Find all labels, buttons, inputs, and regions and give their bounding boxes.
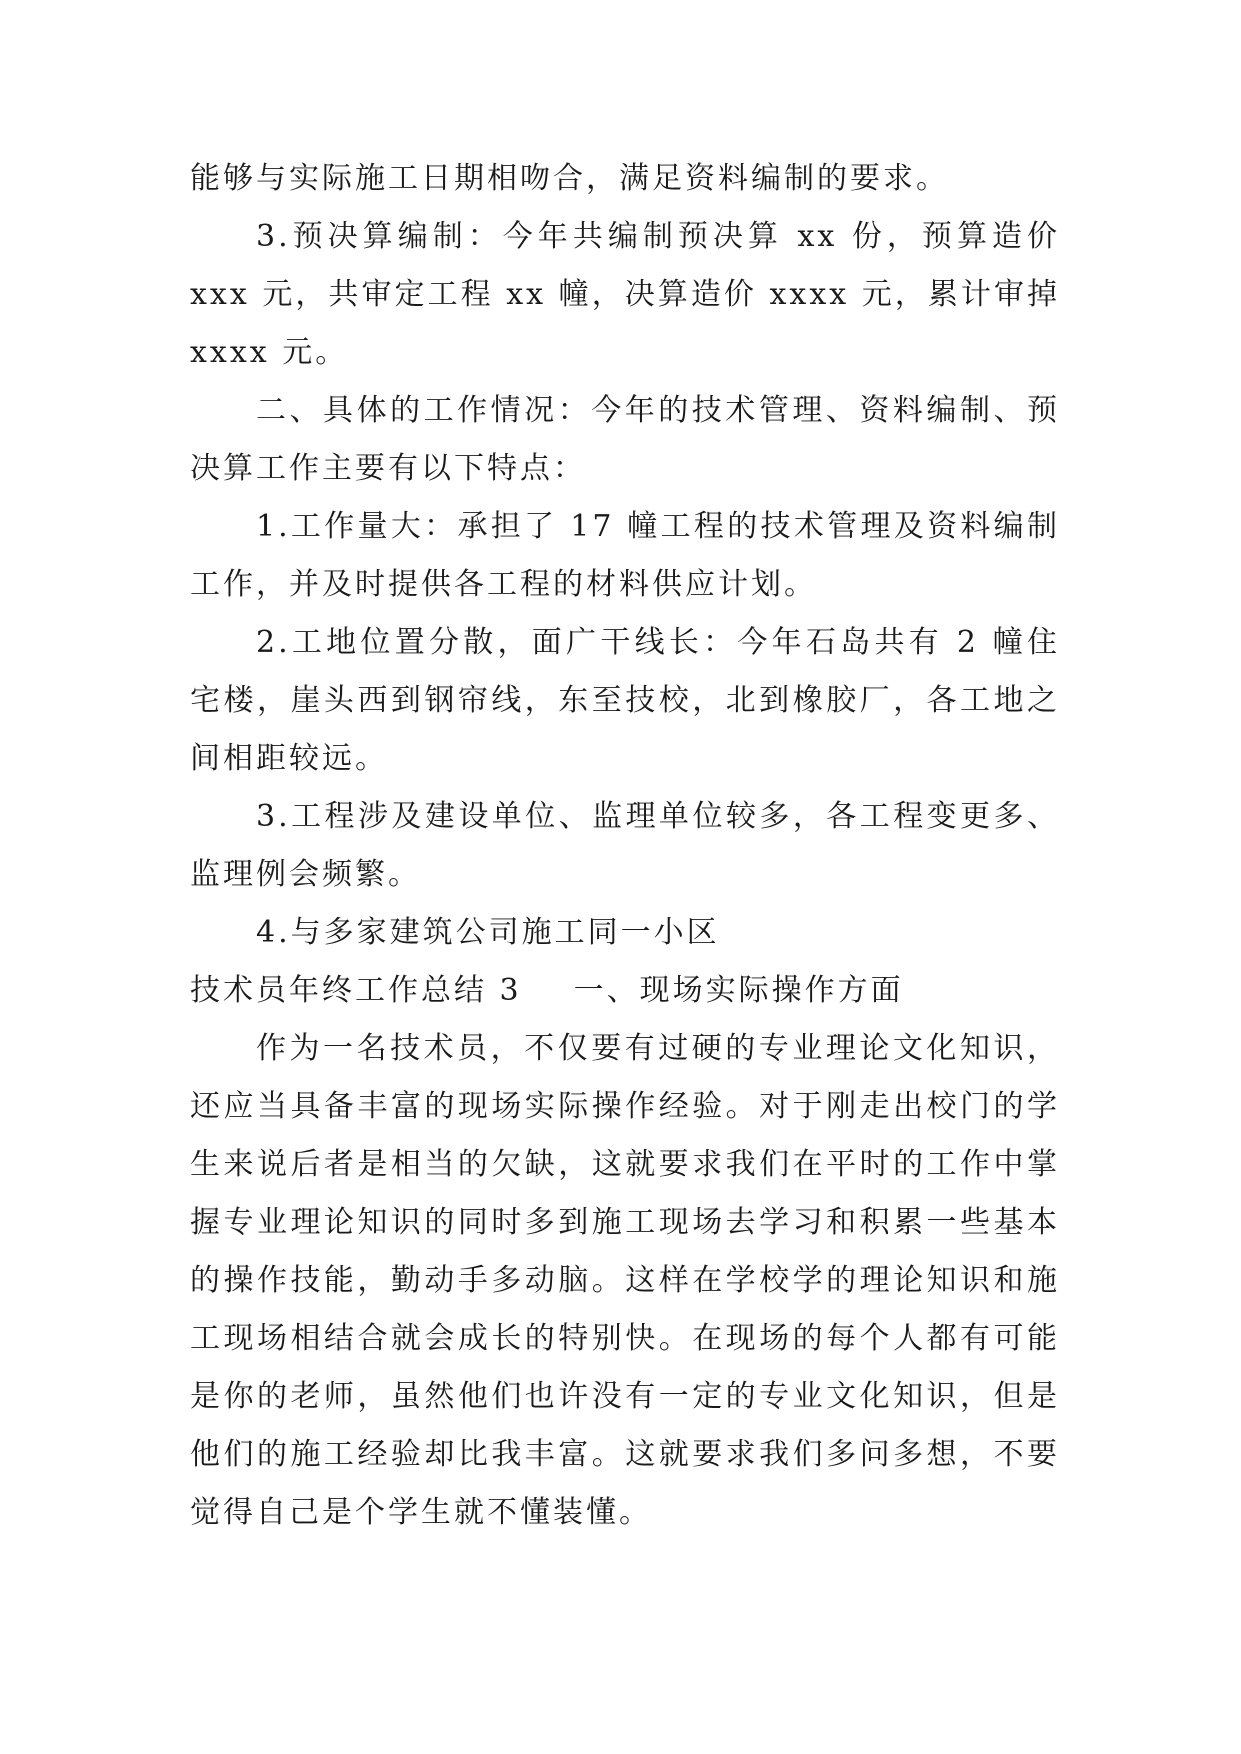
section-subtitle: 一、现场实际操作方面 bbox=[573, 973, 904, 1008]
paragraph-site-location: 2.工地位置分散，面广干线长：今年石岛共有 2 幢住宅楼，崖头西到钢帘线，东至技校，北到橡胶厂，各工地之间相距较远。 bbox=[190, 625, 1060, 776]
section-title: 技术员年终工作总结 3 bbox=[190, 973, 522, 1008]
paragraph-units: 3.工程涉及建设单位、监理单位较多，各工程变更多、监理例会频繁。 bbox=[190, 799, 1060, 892]
paragraph-companies: 4.与多家建筑公司施工同一小区 bbox=[256, 915, 720, 950]
paragraph-budget: 3.预决算编制：今年共编制预决算 xx 份，预算造价 xxx 元，共审定工程 xx 幢，决算造价 xxxx 元，累计审掉 xxxx 元。 bbox=[190, 219, 1060, 370]
document-body bbox=[190, 150, 1060, 1542]
paragraph-site-experience: 作为一名技术员，不仅要有过硬的专业理论文化知识，还应当具备丰富的现场实际操作经验。对于刚走出校门的学生来说后者是相当的欠缺，这就要求我们在平时的工作中掌握专业理论知识的同时多到施工现场去学习和积累一些基本的操作技能，勤动手多动脑。这样在学校学的理论知识和施工现场相结合就会成长的特别快。在现场的每个人都有可能是你的老师，虽然他们也许没有一定的专业文化知识，但是他们的施工经验却比我丰富。这就要求我们多问多想，不要觉得自己是个学生就不懂装懂。 bbox=[190, 1031, 1060, 1530]
paragraph-continuation: 能够与实际施工日期相吻合，满足资料编制的要求。 bbox=[190, 161, 949, 196]
section-heading bbox=[190, 962, 1060, 1020]
paragraph-workload: 1.工作量大：承担了 17 幢工程的技术管理及资料编制工作，并及时提供各工程的材料供应计划。 bbox=[190, 509, 1060, 602]
paragraph-work-situation: 二、具体的工作情况：今年的技术管理、资料编制、预决算工作主要有以下特点： bbox=[190, 393, 1060, 486]
